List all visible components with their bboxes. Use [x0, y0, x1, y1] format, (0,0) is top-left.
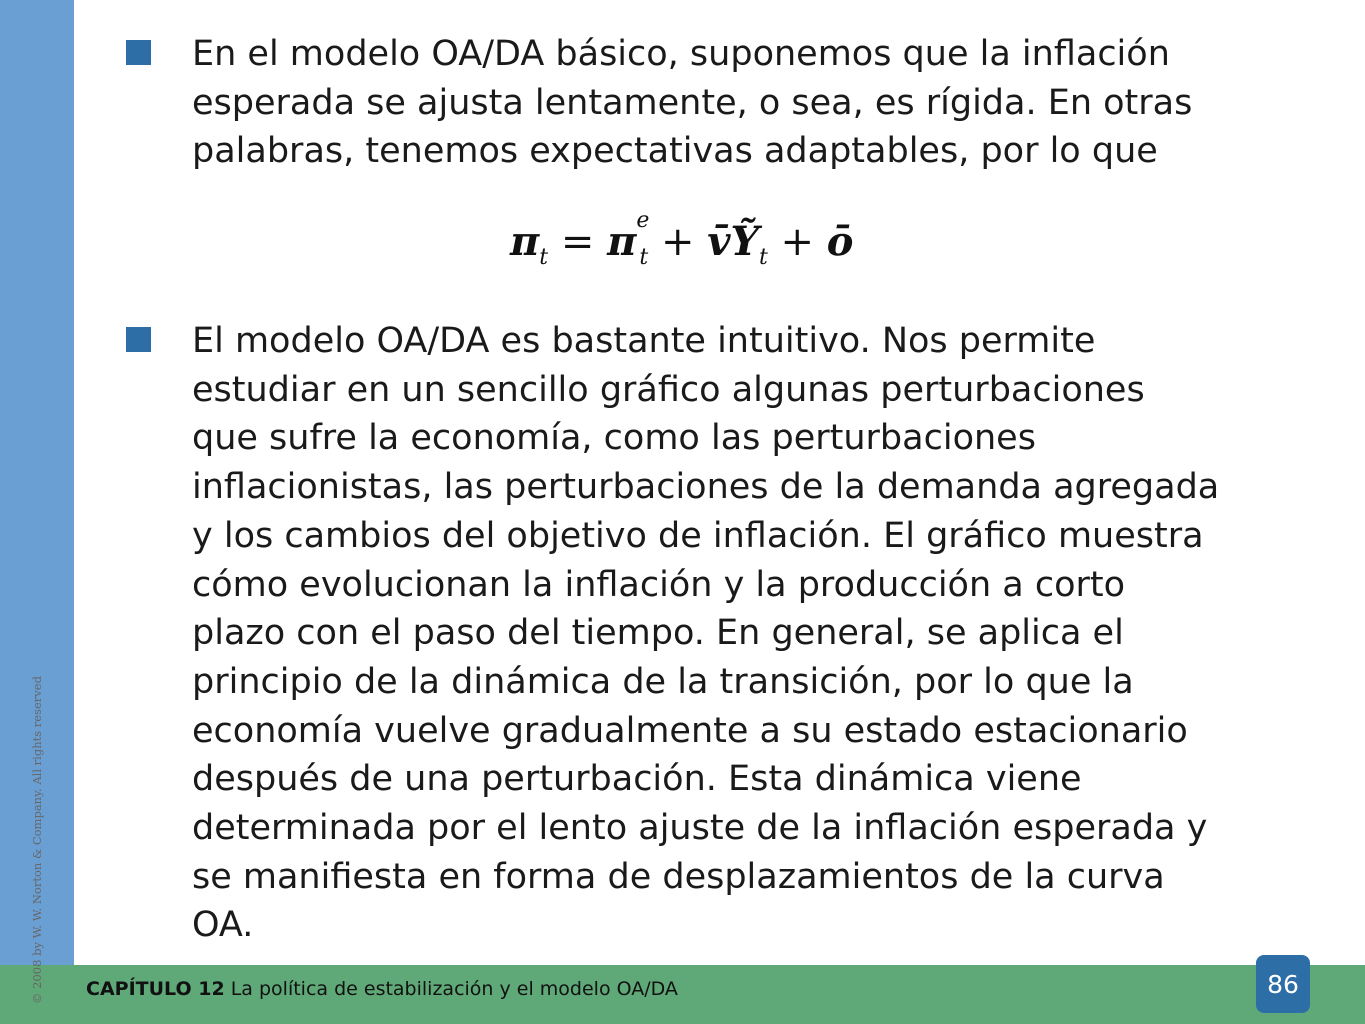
text-line: cómo evolucionan la inflación y la producción a corto: [192, 564, 1126, 605]
paragraph-2: [192, 317, 1219, 950]
text-line: plazo con el paso del tiempo. En general, se aplica el: [192, 613, 1124, 654]
copyright-notice: © 2008 by W. W. Norton & Company. All rights reserved: [30, 676, 44, 1004]
text-line: El modelo OA/DA es bastante intuitivo. Nos permite: [192, 321, 1096, 361]
text-line: principio de la dinámica de la transición, por lo que la: [192, 661, 1134, 702]
chapter-label: CAPÍTULO 12: [86, 978, 225, 1000]
text-line: economía vuelve gradualmente a su estado estacionario: [192, 710, 1188, 751]
text-line: palabras, tenemos expectativas adaptables, por lo que: [192, 131, 1158, 172]
text-line: inflacionistas, las perturbaciones de la demanda agregada: [192, 467, 1220, 508]
text-line: En el modelo OA/DA básico, suponemos que la inflación: [192, 34, 1170, 74]
formula: $\pi_t = \pi^e_t$ + v̄Ỹ$_t$ + ō: [510, 207, 854, 270]
bullet-square-icon: [126, 40, 151, 65]
text-line: se manifiesta en forma de desplazamientos de la curva: [192, 856, 1165, 897]
text-line: OA.: [192, 905, 254, 946]
text-line: que sufre la economía, como las perturbaciones: [192, 418, 1036, 459]
page-number: 86: [1256, 955, 1310, 1013]
text-line: esperada se ajusta lentamente, o sea, es rígida. En otras: [192, 82, 1193, 123]
text-line: estudiar en un sencillo gráfico algunas perturbaciones: [192, 369, 1145, 410]
text-line: determinada por el lento ajuste de la inflación esperada y: [192, 808, 1208, 849]
bullet-square-icon: [126, 327, 151, 352]
chapter-title: La política de estabilización y el modelo OA/DA: [230, 978, 678, 1000]
text-line: y los cambios del objetivo de inflación. El gráfico muestra: [192, 515, 1204, 556]
paragraph-1: [192, 30, 1192, 176]
text-line: después de una perturbación. Esta dinámica viene: [192, 759, 1082, 800]
footer-chapter: [86, 978, 678, 1000]
